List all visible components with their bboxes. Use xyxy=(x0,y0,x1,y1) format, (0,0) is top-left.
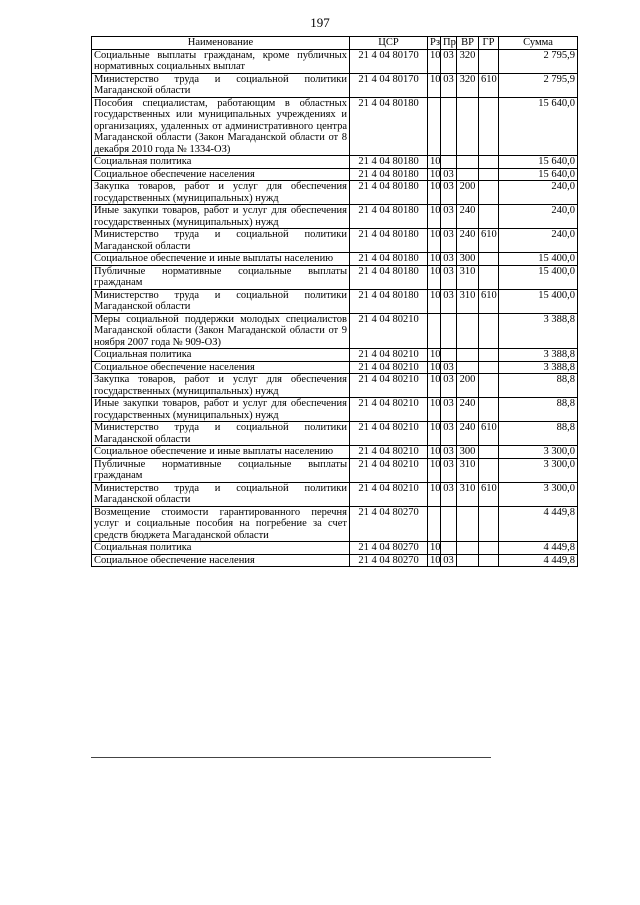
row-csr: 21 4 04 80210 xyxy=(350,398,428,422)
row-name: Закупка товаров, работ и услуг для обеспечения государственных (муниципальных) нужд xyxy=(92,374,350,398)
row-sum: 2 795,9 xyxy=(499,49,578,73)
row-vr: 300 xyxy=(457,253,479,266)
header-sum: Сумма xyxy=(499,37,578,50)
row-sum: 3 300,0 xyxy=(499,446,578,459)
row-pr: 03 xyxy=(441,422,457,446)
header-name: Наименование xyxy=(92,37,350,50)
row-pr: 03 xyxy=(441,253,457,266)
row-name: Социальные выплаты гражданам, кроме публичных нормативных социальных выплат xyxy=(92,49,350,73)
row-rz: 10 xyxy=(428,156,441,169)
row-name: Публичные нормативные социальные выплаты гражданам xyxy=(92,265,350,289)
row-vr xyxy=(457,542,479,555)
row-vr: 310 xyxy=(457,458,479,482)
row-vr: 300 xyxy=(457,446,479,459)
row-name: Публичные нормативные социальные выплаты гражданам xyxy=(92,458,350,482)
row-sum: 15 640,0 xyxy=(499,168,578,181)
row-rz: 10 xyxy=(428,253,441,266)
row-gr xyxy=(479,554,499,567)
table-row xyxy=(92,229,578,253)
row-pr: 03 xyxy=(441,374,457,398)
row-rz: 10 xyxy=(428,542,441,555)
row-sum: 15 400,0 xyxy=(499,265,578,289)
row-gr xyxy=(479,49,499,73)
header-csr: ЦСР xyxy=(350,37,428,50)
row-sum: 15 640,0 xyxy=(499,97,578,156)
row-sum: 240,0 xyxy=(499,229,578,253)
row-sum: 15 400,0 xyxy=(499,253,578,266)
row-rz: 10 xyxy=(428,181,441,205)
table-row xyxy=(92,349,578,362)
row-name: Меры социальной поддержки молодых специалистов Магаданской области (Закон Магаданской области от 9 ноября 2007 года № 909-ОЗ) xyxy=(92,313,350,349)
row-name: Социальное обеспечение населения xyxy=(92,361,350,374)
row-csr: 21 4 04 80210 xyxy=(350,446,428,459)
budget-table xyxy=(91,36,578,567)
table-row xyxy=(92,97,578,156)
table-row xyxy=(92,458,578,482)
row-name: Социальное обеспечение населения xyxy=(92,554,350,567)
row-gr xyxy=(479,265,499,289)
row-rz: 10 xyxy=(428,398,441,422)
row-gr xyxy=(479,349,499,362)
row-gr xyxy=(479,361,499,374)
row-vr xyxy=(457,361,479,374)
row-rz: 10 xyxy=(428,289,441,313)
row-rz: 10 xyxy=(428,168,441,181)
row-pr: 03 xyxy=(441,49,457,73)
row-rz: 10 xyxy=(428,49,441,73)
row-csr: 21 4 04 80270 xyxy=(350,554,428,567)
row-vr: 310 xyxy=(457,482,479,506)
row-sum: 88,8 xyxy=(499,374,578,398)
table-row xyxy=(92,482,578,506)
row-csr: 21 4 04 80180 xyxy=(350,289,428,313)
page-number: 197 xyxy=(310,15,330,30)
row-pr xyxy=(441,506,457,542)
row-sum: 4 449,8 xyxy=(499,506,578,542)
row-name: Социальное обеспечение и иные выплаты населению xyxy=(92,446,350,459)
row-csr: 21 4 04 80210 xyxy=(350,422,428,446)
row-vr xyxy=(457,506,479,542)
row-pr xyxy=(441,156,457,169)
row-gr xyxy=(479,156,499,169)
row-gr xyxy=(479,168,499,181)
row-rz: 10 xyxy=(428,446,441,459)
table-row xyxy=(92,374,578,398)
header-pr: Пр xyxy=(441,37,457,50)
row-csr: 21 4 04 80180 xyxy=(350,205,428,229)
row-csr: 21 4 04 80180 xyxy=(350,253,428,266)
table-row xyxy=(92,156,578,169)
header-rz: Рз xyxy=(428,37,441,50)
header-vr: ВР xyxy=(457,37,479,50)
row-gr xyxy=(479,374,499,398)
row-pr: 03 xyxy=(441,458,457,482)
row-name: Министерство труда и социальной политики Магаданской области xyxy=(92,289,350,313)
table-row xyxy=(92,168,578,181)
row-pr: 03 xyxy=(441,265,457,289)
row-pr: 03 xyxy=(441,229,457,253)
row-name: Иные закупки товаров, работ и услуг для обеспечения государственных (муниципальных) нужд xyxy=(92,205,350,229)
row-gr xyxy=(479,313,499,349)
row-name: Социальная политика xyxy=(92,349,350,362)
row-gr: 610 xyxy=(479,289,499,313)
row-sum: 2 795,9 xyxy=(499,73,578,97)
row-sum: 88,8 xyxy=(499,398,578,422)
row-name: Иные закупки товаров, работ и услуг для обеспечения государственных (муниципальных) нужд xyxy=(92,398,350,422)
row-csr: 21 4 04 80210 xyxy=(350,482,428,506)
row-csr: 21 4 04 80180 xyxy=(350,181,428,205)
row-name: Социальное обеспечение населения xyxy=(92,168,350,181)
row-name: Социальная политика xyxy=(92,542,350,555)
row-csr: 21 4 04 80180 xyxy=(350,97,428,156)
row-csr: 21 4 04 80210 xyxy=(350,313,428,349)
row-rz: 10 xyxy=(428,349,441,362)
footer-rule xyxy=(91,757,491,758)
table-row xyxy=(92,205,578,229)
row-csr: 21 4 04 80170 xyxy=(350,73,428,97)
row-sum: 3 388,8 xyxy=(499,361,578,374)
row-gr: 610 xyxy=(479,482,499,506)
row-csr: 21 4 04 80210 xyxy=(350,458,428,482)
row-rz: 10 xyxy=(428,482,441,506)
row-sum: 4 449,8 xyxy=(499,542,578,555)
row-pr xyxy=(441,313,457,349)
row-pr: 03 xyxy=(441,168,457,181)
row-pr: 03 xyxy=(441,554,457,567)
row-name: Министерство труда и социальной политики Магаданской области xyxy=(92,482,350,506)
row-name: Пособия специалистам, работающим в областных государственных или муниципальных учреждениях и организациях, удаленных от административного центра Магаданской области (Закон Магаданской области от 8 декабря 2010 года № 1334-ОЗ) xyxy=(92,97,350,156)
row-csr: 21 4 04 80270 xyxy=(350,506,428,542)
row-gr xyxy=(479,181,499,205)
row-name: Социальное обеспечение и иные выплаты населению xyxy=(92,253,350,266)
row-vr: 310 xyxy=(457,289,479,313)
row-pr xyxy=(441,542,457,555)
row-rz: 10 xyxy=(428,422,441,446)
row-vr: 240 xyxy=(457,422,479,446)
row-csr: 21 4 04 80180 xyxy=(350,229,428,253)
table-body xyxy=(92,49,578,567)
row-gr xyxy=(479,446,499,459)
row-gr: 610 xyxy=(479,229,499,253)
row-pr xyxy=(441,349,457,362)
row-csr: 21 4 04 80180 xyxy=(350,168,428,181)
table-row xyxy=(92,49,578,73)
row-gr xyxy=(479,205,499,229)
table-row xyxy=(92,73,578,97)
row-vr: 240 xyxy=(457,398,479,422)
row-name: Министерство труда и социальной политики Магаданской области xyxy=(92,422,350,446)
row-sum: 88,8 xyxy=(499,422,578,446)
row-gr xyxy=(479,542,499,555)
row-pr: 03 xyxy=(441,289,457,313)
row-name: Министерство труда и социальной политики Магаданской области xyxy=(92,229,350,253)
table-row xyxy=(92,265,578,289)
row-csr: 21 4 04 80180 xyxy=(350,265,428,289)
table-row xyxy=(92,446,578,459)
table-row xyxy=(92,253,578,266)
table-header-row xyxy=(92,37,578,50)
row-rz xyxy=(428,97,441,156)
row-vr xyxy=(457,168,479,181)
row-sum: 3 300,0 xyxy=(499,482,578,506)
row-rz: 10 xyxy=(428,554,441,567)
row-sum: 4 449,8 xyxy=(499,554,578,567)
row-sum: 15 640,0 xyxy=(499,156,578,169)
row-vr: 320 xyxy=(457,73,479,97)
row-vr xyxy=(457,349,479,362)
row-sum: 240,0 xyxy=(499,205,578,229)
table-row xyxy=(92,361,578,374)
row-rz: 10 xyxy=(428,205,441,229)
row-gr xyxy=(479,458,499,482)
row-vr: 320 xyxy=(457,49,479,73)
table-row xyxy=(92,506,578,542)
row-rz: 10 xyxy=(428,458,441,482)
row-vr xyxy=(457,313,479,349)
row-gr xyxy=(479,97,499,156)
row-gr xyxy=(479,253,499,266)
row-gr: 610 xyxy=(479,73,499,97)
row-sum: 3 300,0 xyxy=(499,458,578,482)
row-rz: 10 xyxy=(428,73,441,97)
row-vr: 240 xyxy=(457,205,479,229)
row-pr: 03 xyxy=(441,398,457,422)
row-rz: 10 xyxy=(428,229,441,253)
row-csr: 21 4 04 80180 xyxy=(350,156,428,169)
row-csr: 21 4 04 80210 xyxy=(350,349,428,362)
row-csr: 21 4 04 80210 xyxy=(350,361,428,374)
row-sum: 240,0 xyxy=(499,181,578,205)
row-name: Закупка товаров, работ и услуг для обеспечения государственных (муниципальных) нужд xyxy=(92,181,350,205)
table-row xyxy=(92,542,578,555)
row-rz: 10 xyxy=(428,374,441,398)
row-pr: 03 xyxy=(441,205,457,229)
row-sum: 15 400,0 xyxy=(499,289,578,313)
table-row xyxy=(92,313,578,349)
row-name: Социальная политика xyxy=(92,156,350,169)
row-vr: 200 xyxy=(457,374,479,398)
table-row xyxy=(92,422,578,446)
row-vr: 310 xyxy=(457,265,479,289)
row-vr: 200 xyxy=(457,181,479,205)
row-rz: 10 xyxy=(428,265,441,289)
row-pr xyxy=(441,97,457,156)
row-vr: 240 xyxy=(457,229,479,253)
row-vr xyxy=(457,156,479,169)
row-rz xyxy=(428,313,441,349)
row-name: Министерство труда и социальной политики Магаданской области xyxy=(92,73,350,97)
row-csr: 21 4 04 80170 xyxy=(350,49,428,73)
table-row xyxy=(92,398,578,422)
table-row xyxy=(92,289,578,313)
row-sum: 3 388,8 xyxy=(499,349,578,362)
row-rz: 10 xyxy=(428,361,441,374)
row-csr: 21 4 04 80210 xyxy=(350,374,428,398)
row-gr: 610 xyxy=(479,422,499,446)
row-pr: 03 xyxy=(441,482,457,506)
row-vr xyxy=(457,554,479,567)
row-csr: 21 4 04 80270 xyxy=(350,542,428,555)
table-row xyxy=(92,181,578,205)
row-name: Возмещение стоимости гарантированного перечня услуг и социальные пособия на погребение за счет средств бюджета Магаданской области xyxy=(92,506,350,542)
row-gr xyxy=(479,398,499,422)
table-row xyxy=(92,554,578,567)
row-pr: 03 xyxy=(441,181,457,205)
row-vr xyxy=(457,97,479,156)
row-gr xyxy=(479,506,499,542)
row-pr: 03 xyxy=(441,73,457,97)
row-pr: 03 xyxy=(441,446,457,459)
row-pr: 03 xyxy=(441,361,457,374)
header-gr: ГР xyxy=(479,37,499,50)
row-sum: 3 388,8 xyxy=(499,313,578,349)
row-rz xyxy=(428,506,441,542)
